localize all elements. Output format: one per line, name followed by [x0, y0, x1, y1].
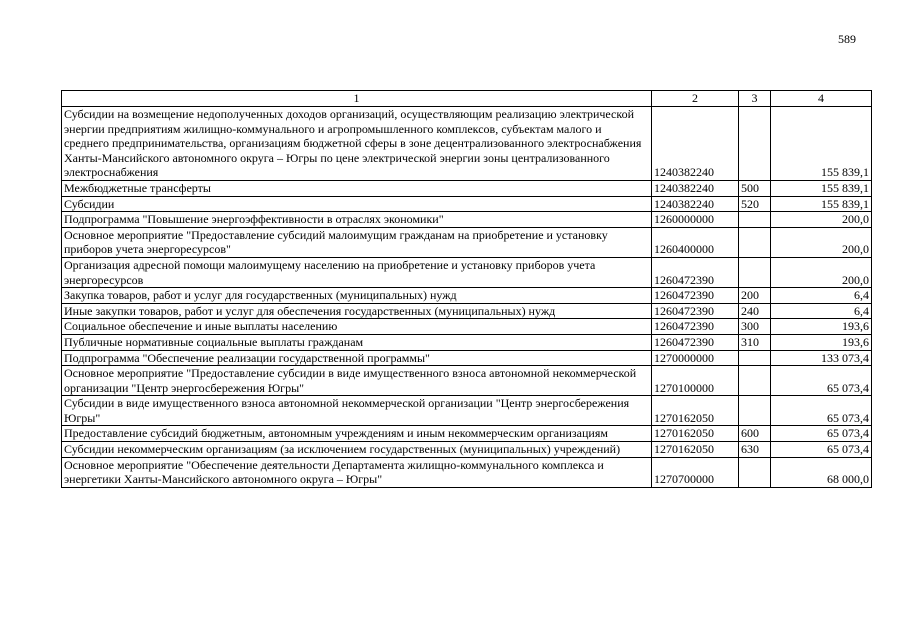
row-csr-cell: 1270162050 [652, 396, 739, 426]
row-csr-cell: 1260472390 [652, 334, 739, 350]
row-csr-cell: 1240382240 [652, 196, 739, 212]
row-vr-cell: 520 [739, 196, 771, 212]
row-vr-cell: 500 [739, 180, 771, 196]
table-row [62, 303, 872, 319]
row-vr-cell [739, 107, 771, 181]
row-csr-cell: 1270162050 [652, 426, 739, 442]
table-row [62, 227, 872, 257]
header-cell-csr: 2 [652, 91, 739, 107]
table-row [62, 107, 872, 181]
row-name-cell: Субсидии в виде имущественного взноса автономной некоммерческой организации "Центр энергосбережения Югры" [62, 396, 652, 426]
row-name-cell: Организация адресной помощи малоимущему населению на приобретение и установку приборов учета энергоресурсов [62, 257, 652, 287]
row-sum-cell: 68 000,0 [771, 457, 872, 487]
table-row [62, 334, 872, 350]
row-sum-cell: 133 073,4 [771, 350, 872, 366]
row-sum-cell: 193,6 [771, 319, 872, 335]
row-sum-cell: 155 839,1 [771, 196, 872, 212]
row-vr-cell: 300 [739, 319, 771, 335]
row-sum-cell: 65 073,4 [771, 366, 872, 396]
row-name-cell: Субсидии некоммерческим организациям (за исключением государственных (муниципальных) учреждений) [62, 442, 652, 458]
row-vr-cell: 240 [739, 303, 771, 319]
page-number: 589 [838, 32, 856, 46]
row-vr-cell [739, 366, 771, 396]
table-row [62, 442, 872, 458]
row-sum-cell: 6,4 [771, 288, 872, 304]
row-vr-cell [739, 212, 771, 228]
table-row [62, 288, 872, 304]
table-row [62, 180, 872, 196]
row-csr-cell: 1270162050 [652, 442, 739, 458]
row-csr-cell: 1260472390 [652, 257, 739, 287]
table-row [62, 426, 872, 442]
row-vr-cell [739, 457, 771, 487]
row-name-cell: Закупка товаров, работ и услуг для государственных (муниципальных) нужд [62, 288, 652, 304]
row-csr-cell: 1260000000 [652, 212, 739, 228]
table-row [62, 257, 872, 287]
row-sum-cell: 193,6 [771, 334, 872, 350]
row-name-cell: Иные закупки товаров, работ и услуг для обеспечения государственных (муниципальных) нужд [62, 303, 652, 319]
row-name-cell: Основное мероприятие "Предоставление субсидии в виде имущественного взноса автономной некоммерческой организации "Центр энергосбережения Югры" [62, 366, 652, 396]
row-csr-cell: 1240382240 [652, 107, 739, 181]
row-vr-cell: 310 [739, 334, 771, 350]
row-name-cell: Публичные нормативные социальные выплаты гражданам [62, 334, 652, 350]
row-vr-cell [739, 350, 771, 366]
row-sum-cell: 200,0 [771, 227, 872, 257]
table-row [62, 457, 872, 487]
row-csr-cell: 1260400000 [652, 227, 739, 257]
row-vr-cell: 600 [739, 426, 771, 442]
row-csr-cell: 1270000000 [652, 350, 739, 366]
row-csr-cell: 1240382240 [652, 180, 739, 196]
row-name-cell: Субсидии на возмещение недополученных доходов организаций, осуществляющим реализацию электрической энергии предприятиям жилищно-коммунального и агропромышленного комплексов, субъектам малого и среднего предпринимательства, организациям бюджетной сферы в зоне децентрализованного электроснабжения Ханты-Мансийского автономного округа – Югры по цене электрической энергии зоны централизованного электроснабжения [62, 107, 652, 181]
row-sum-cell: 155 839,1 [771, 107, 872, 181]
table-header-row [62, 91, 872, 107]
table-row [62, 196, 872, 212]
row-name-cell: Субсидии [62, 196, 652, 212]
row-sum-cell: 155 839,1 [771, 180, 872, 196]
row-vr-cell: 630 [739, 442, 771, 458]
table-body [62, 107, 872, 488]
row-vr-cell [739, 227, 771, 257]
row-vr-cell [739, 257, 771, 287]
table-row [62, 212, 872, 228]
table-row [62, 396, 872, 426]
header-cell-vr: 3 [739, 91, 771, 107]
row-name-cell: Основное мероприятие "Предоставление субсидий малоимущим гражданам на приобретение и установку приборов учета энергоресурсов" [62, 227, 652, 257]
budget-table [61, 90, 872, 488]
row-sum-cell: 65 073,4 [771, 442, 872, 458]
row-sum-cell: 200,0 [771, 257, 872, 287]
row-vr-cell: 200 [739, 288, 771, 304]
row-sum-cell: 65 073,4 [771, 396, 872, 426]
row-sum-cell: 6,4 [771, 303, 872, 319]
row-name-cell: Социальное обеспечение и иные выплаты населению [62, 319, 652, 335]
row-csr-cell: 1270100000 [652, 366, 739, 396]
row-name-cell: Предоставление субсидий бюджетным, автономным учреждениям и иным некоммерческим организациям [62, 426, 652, 442]
row-sum-cell: 200,0 [771, 212, 872, 228]
row-csr-cell: 1260472390 [652, 319, 739, 335]
header-cell-sum: 4 [771, 91, 872, 107]
table-row [62, 366, 872, 396]
table-row [62, 319, 872, 335]
row-csr-cell: 1270700000 [652, 457, 739, 487]
row-vr-cell [739, 396, 771, 426]
row-csr-cell: 1260472390 [652, 303, 739, 319]
header-cell-name: 1 [62, 91, 652, 107]
row-name-cell: Основное мероприятие "Обеспечение деятельности Департамента жилищно-коммунального комплекса и энергетики Ханты-Мансийского автономного округа – Югры" [62, 457, 652, 487]
row-csr-cell: 1260472390 [652, 288, 739, 304]
table-row [62, 350, 872, 366]
row-sum-cell: 65 073,4 [771, 426, 872, 442]
row-name-cell: Подпрограмма "Обеспечение реализации государственной программы" [62, 350, 652, 366]
row-name-cell: Подпрограмма "Повышение энергоэффективности в отраслях экономики" [62, 212, 652, 228]
row-name-cell: Межбюджетные трансферты [62, 180, 652, 196]
